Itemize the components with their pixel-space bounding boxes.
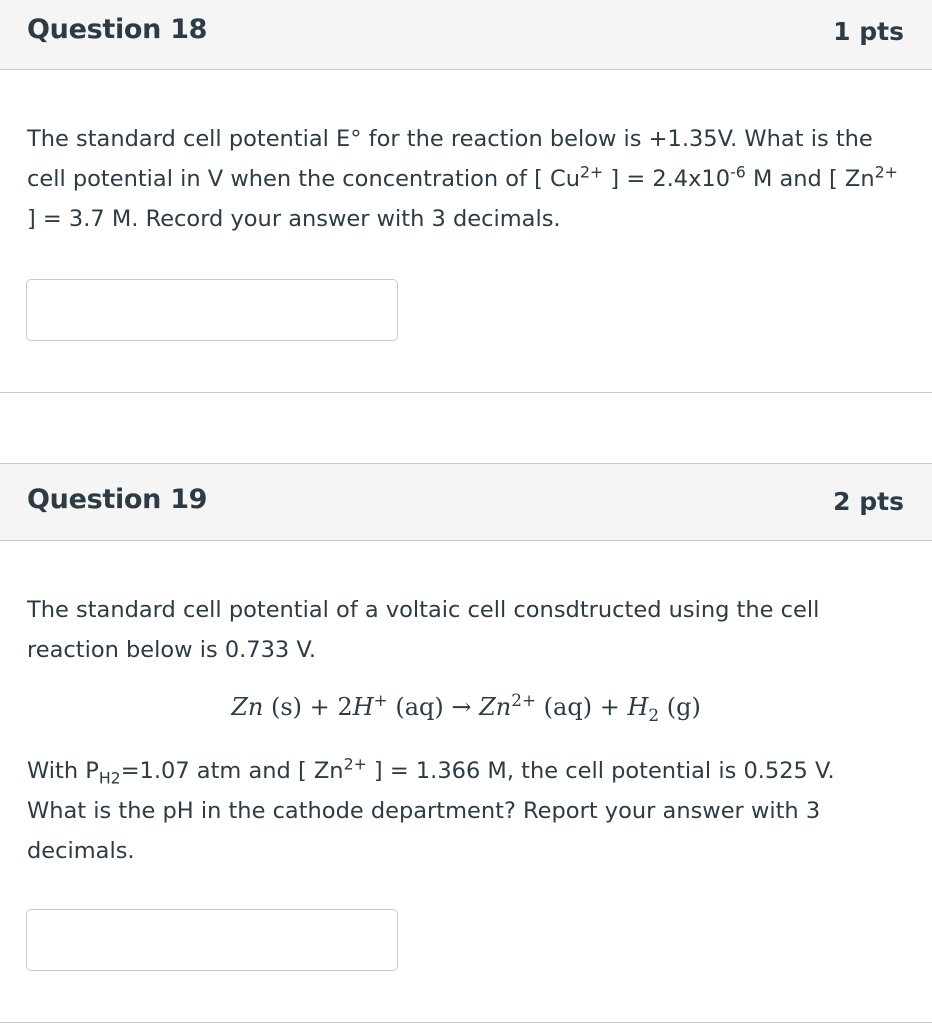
question-18-header	[0, 0, 932, 70]
question-18-title: Question 18	[27, 14, 208, 45]
reaction-arrow: →	[451, 693, 472, 721]
question-19-title: Question 19	[27, 484, 208, 515]
question-18-points: 1 pts	[833, 17, 904, 46]
question-19-bottom-divider	[0, 1022, 932, 1023]
question-19-intro: The standard cell potential of a voltaic cell consdtructed using the cell reaction below is 0.733 V.	[27, 597, 820, 663]
question-19-text: With $P_{H2}=1.07$ atm and [ $Zn^{2+}$ ] = 1.366 M, the cell potential is 0.525 V. What is the pH in the cathode department? Report your answer with 3 decimals.	[27, 754, 835, 864]
question-19-points: 2 pts	[833, 487, 904, 516]
question-18-text: The standard cell potential E° for the reaction below is +1.35V. What is the cell potential in V when the concentration of [ $Cu^{2+}$ ] = $2.4x10^{-6}$ M and [ $Zn^{2+}$ ] = 3.7 M. Record your answer with 3 decimals.	[27, 126, 898, 232]
question-18	[0, 0, 932, 392]
question-19	[0, 464, 932, 1024]
question-18-answer-input[interactable]	[26, 279, 398, 341]
question-19-header	[0, 464, 932, 541]
question-18-bottom-divider	[0, 392, 932, 393]
reaction-equation: Zn (s) + 2H+ $(aq) \to Zn^{2+}$ $(aq) + H_2$ (g)	[231, 690, 701, 725]
question-19-answer-input[interactable]	[26, 909, 398, 971]
